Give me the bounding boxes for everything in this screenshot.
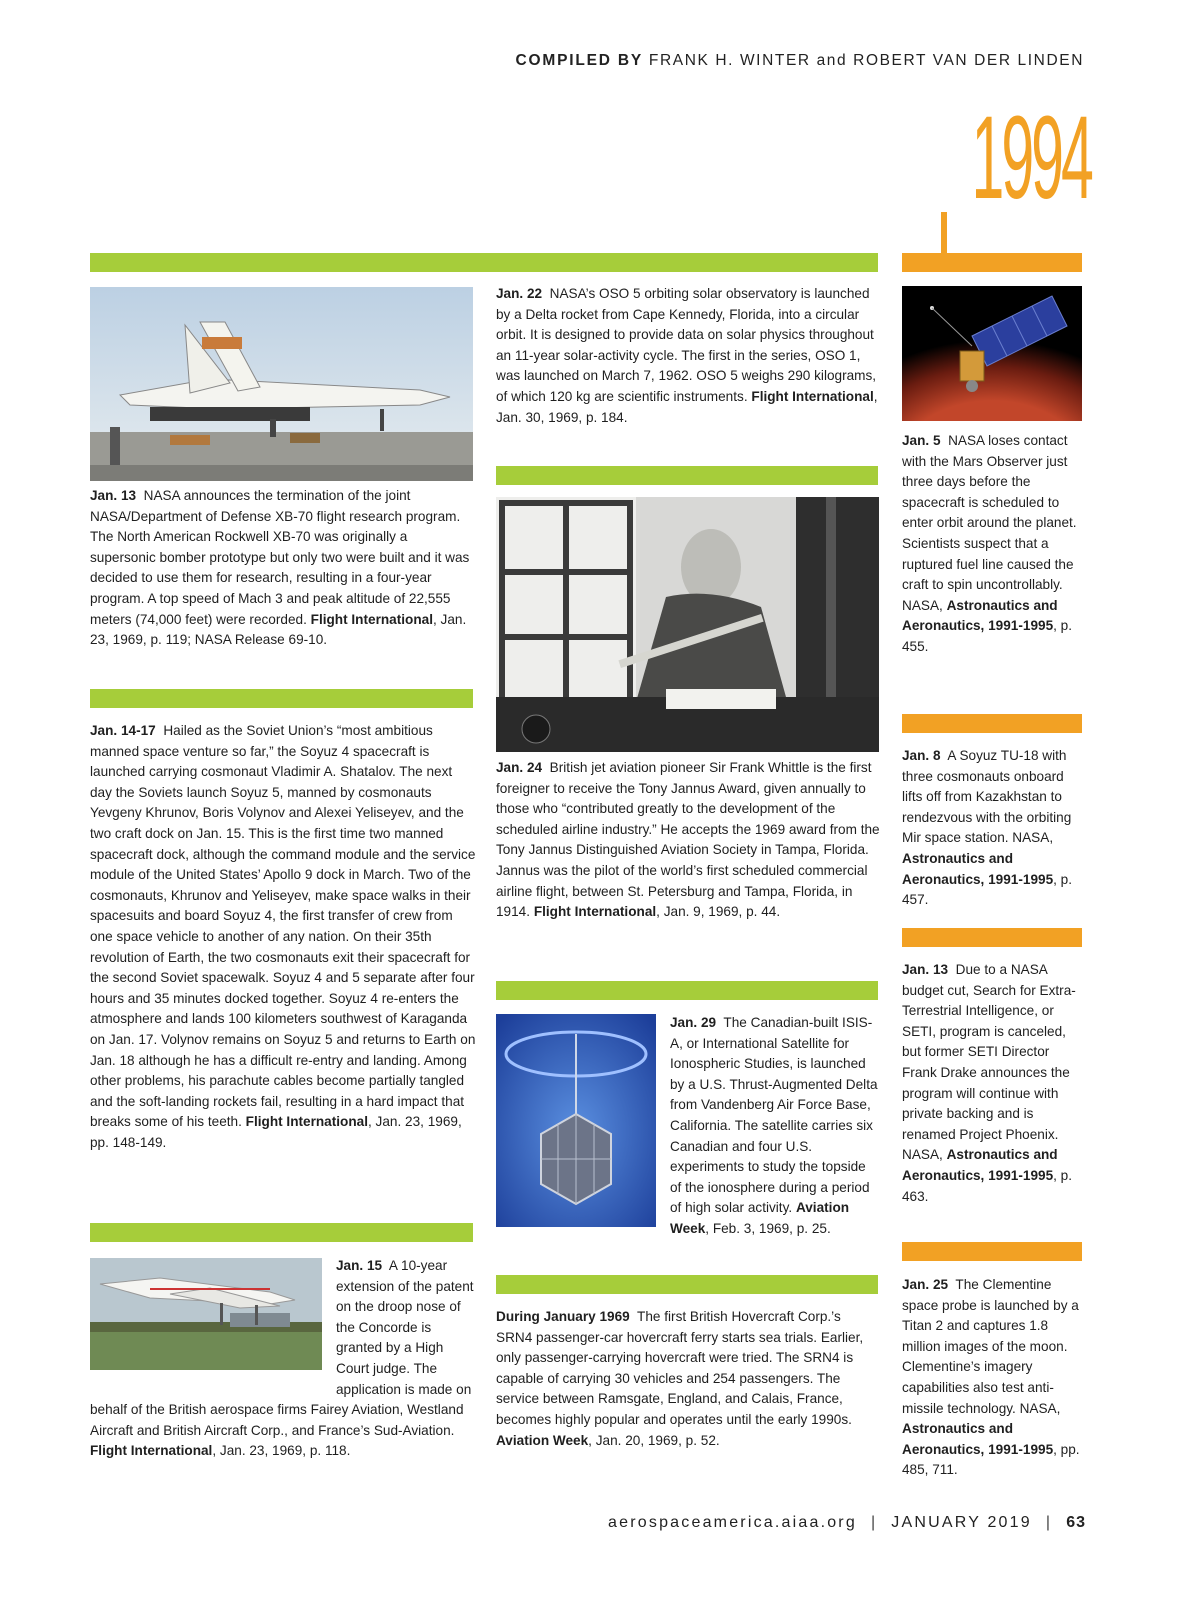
entry-source: Flight International (533, 904, 657, 920)
entry-ref: , Feb. 3, 1969, p. 25. (705, 1220, 831, 1236)
entry-text: British jet aviation pioneer Sir Frank Whittle is the first foreigner to receive the Tony Jannus Award, given annually to those who “contributed greatly to the development of the scheduled airline industry.” He accepts the 1969 award from the Tony Jannus Distinguished Aviation Society in Tampa, Florida. Jannus was the pilot of the world’s first scheduled commercial airline flight, between St. Petersburg and Tampa, Florida, in 1914. (496, 760, 880, 920)
entry-text: A Soyuz TU-18 with three cosmonauts onboard lifts off from Kazakhstan to rendezvous with the orbiting Mir space station. NASA, (902, 748, 1072, 846)
entry-jan25-clementine (902, 1275, 1086, 1481)
mars-observer-photo (902, 286, 1082, 421)
entry-date: Jan. 8 (902, 748, 941, 763)
entry-ref: , p. 463. (902, 1167, 1073, 1204)
entry-text: NASA announces the termination of the joint NASA/Department of Defense XB-70 flight research program. The North American Rockwell XB-70 was originally a supersonic bomber prototype but only two were built and it was decided to use them for research, resulting in a four-year program. A top speed of Mach 3 and peak altitude of 22,555 meters (74,000 feet) were recorded. (90, 488, 470, 627)
entry-ref: , p. 457. (902, 871, 1073, 908)
authors: FRANK H. WINTER and ROBERT VAN DER LINDEN (648, 52, 1084, 69)
section-bar-1994 (902, 928, 1082, 947)
entry-date: Jan. 15 (336, 1258, 383, 1273)
entry-jan13-xb70 (90, 486, 476, 651)
entry-ref: , Jan. 23, 1969, p. 119; NASA Release 69-10. (90, 611, 467, 648)
section-bar-1994-top (902, 253, 1082, 272)
entry-date: Jan. 25 (902, 1277, 949, 1292)
entry-date: Jan. 13 (902, 962, 949, 977)
entry-jan15-concorde (90, 1256, 476, 1462)
entry-text: Hailed as the Soviet Union’s “most ambitious manned space venture so far,” the Soyuz 4 spacecraft is launched carrying cosmonaut Vladimir A. Shatalov. The next day the Soviets launch Soyuz 5, manned by cosmonauts Yevgeny Khrunov, Boris Volynov and Alexei Yeliseyev, and the two craft dock on Jan. 15. This is the first time two manned spacecraft dock, although the command module and the service module of the United States’ Apollo 9 dock in March. Two of the cosmonauts, Khrunov and Yeliseyev, make space walks in their spacesuits and board Soyuz 4, the first transfer of crew from one space vehicle to another of any nation. On their 35th revolution of Earth, the two cosmonauts exit their spacecraft for the second Soviet spacewalk. Soyuz 4 and 5 separate after four hours and 35 minutes docked together. Soyuz 4 re-enters the atmosphere and lands 100 kilometers southwest of Karaganda on Jan. 17. Volynov remains on Soyuz 5 and returns to Earth on Jan. 18 although he has a difficult re-entry and landing. Among other problems, his parachute cables become partially tangled and the soft-landing rockets fail, resulting in a hard impact that breaks some of his teeth. (90, 723, 476, 1130)
section-bar-1994 (902, 714, 1082, 733)
entry-text: The first British Hovercraft Corp.’s SRN4 passenger-car hovercraft ferry starts sea trials. Earlier, only passenger-carrying hovercraft were tried. The SRN4 is capable of carrying 30 vehicles and 254 passengers. The service between Ramsgate, England, and Calais, France, becomes highly popular and operates until the early 1990s. (496, 1309, 864, 1427)
year-tick (941, 212, 947, 258)
entry-text: Due to a NASA budget cut, Search for Extra-Terrestrial Intelligence, or SETI, program is canceled, but former SETI Director Frank Drake announces the program will continue with private backing and is renamed Project Phoenix. NASA, (902, 962, 1076, 1163)
entry-ref: , Jan. 30, 1969, p. 184. (496, 388, 878, 425)
entry-date: Jan. 13 (90, 488, 137, 503)
entry-ref: , p. 455. (902, 618, 1073, 654)
entry-source: Astronautics and Aeronautics, 1991-1995 (902, 1147, 1058, 1183)
entry-date: Jan. 29 (670, 1015, 717, 1030)
year-heading: 1994 (971, 92, 1091, 224)
entry-jan1969-hovercraft (496, 1307, 880, 1451)
footer-separator: | (1045, 1514, 1053, 1531)
entry-jan13-seti (902, 960, 1086, 1207)
entry-ref: , Jan. 23, 1969, pp. 148-149. (90, 1114, 462, 1150)
entry-text: The Canadian-built ISIS-A, or International Satellite for Ionospheric Studies, is launched by a U.S. Thrust-Augmented Delta from Vandenberg Air Force Base, California. The satellite carries six Canadian and four U.S. experiments to study the topside of the ionosphere during a period of high solar activity. (670, 1015, 878, 1216)
entry-source: Astronautics and Aeronautics, 1991-1995 (902, 1421, 1054, 1457)
section-bar (496, 981, 878, 1000)
entry-source: Astronautics and Aeronautics, 1991-1995 (902, 850, 1054, 887)
section-bar (90, 689, 473, 708)
entry-text: A 10-year extension of the patent on the droop nose of the Concorde is granted by a High Court judge. The application is made on behalf of the British aerospace firms Fairey Aviation, Westland Aircraft and British Aircraft Corp., and France’s Sud-Aviation. (90, 1258, 474, 1438)
footer-site: aerospaceamerica.aiaa.org (608, 1514, 857, 1531)
page-footer (608, 1514, 1086, 1532)
entry-jan14-17-soyuz (90, 721, 476, 1153)
entry-source: Flight International (310, 611, 433, 627)
entry-source: Flight International (245, 1114, 368, 1130)
section-bar-1994 (902, 1242, 1082, 1261)
xb70-photo (90, 287, 473, 481)
entry-jan5-mars-observer (902, 431, 1086, 658)
entry-date: Jan. 5 (902, 433, 941, 448)
entry-source: Flight International (90, 1443, 213, 1459)
entry-source: Aviation Week (670, 1200, 850, 1236)
entry-jan29-isis (496, 1013, 880, 1240)
entry-source: Aviation Week (496, 1432, 589, 1448)
entry-date: During January 1969 (496, 1309, 630, 1324)
footer-issue: JANUARY 2019 (891, 1514, 1032, 1531)
footer-separator: | (870, 1514, 878, 1531)
whittle-photo (496, 497, 879, 752)
compiled-by-credit (516, 52, 1084, 70)
entry-ref: , Jan. 9, 1969, p. 44. (656, 904, 781, 920)
entry-text: NASA’s OSO 5 orbiting solar observatory is launched by a Delta rocket from Cape Kennedy, Florida, into a circular orbit. It is designed to provide data on solar physics throughout an 11-year solar-activity cycle. The first in the series, OSO 1, was launched on March 7, 1962. OSO 5 weighs 290 kilograms, of which 120 kg are scientific instruments. (496, 286, 877, 404)
entry-source: Astronautics and Aeronautics, 1991-1995 (902, 597, 1058, 634)
section-bar (496, 466, 878, 485)
entry-text: NASA loses contact with the Mars Observer just three days before the spacecraft is scheduled to enter orbit around the planet. Scientists suspect that a ruptured fuel line caused the craft to spin uncontrollably. NASA, (902, 433, 1077, 613)
entry-jan24-whittle (496, 758, 880, 923)
entry-date: Jan. 22 (496, 286, 543, 301)
entry-jan8-soyuz-tm18 (902, 746, 1086, 911)
entry-ref: , Jan. 20, 1969, p. 52. (588, 1432, 720, 1448)
entry-source: Flight International (751, 388, 874, 404)
entry-ref: , pp. 485, 711. (902, 1441, 1080, 1478)
entry-ref: , Jan. 23, 1969, p. 118. (212, 1443, 351, 1459)
entry-date: Jan. 24 (496, 760, 543, 775)
compiled-by-label: COMPILED BY (515, 52, 643, 69)
section-bar-top (90, 253, 878, 272)
section-bar (90, 1223, 473, 1242)
entry-jan22-oso5 (496, 284, 880, 428)
page-number: 63 (1066, 1514, 1086, 1531)
entry-text: The Clementine space probe is launched by a Titan 2 and captures 1.8 million images of the moon. Clementine’s imagery capabilities also test anti-missile technology. NASA, (902, 1277, 1079, 1416)
section-bar (496, 1275, 878, 1294)
entry-date: Jan. 14-17 (90, 723, 156, 738)
